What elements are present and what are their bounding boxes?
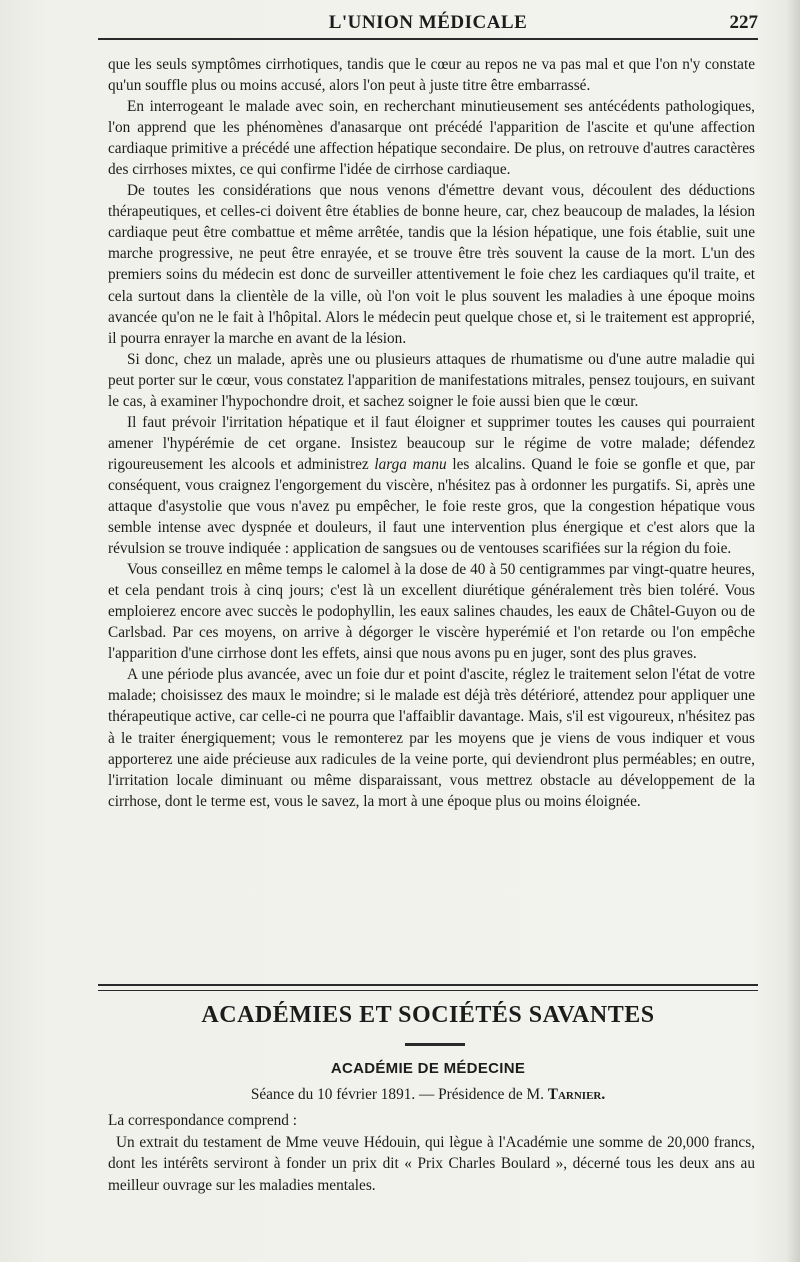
paragraph: que les seuls symptômes cirrhotiques, tandis que le cœur au repos ne va pas mal et que l'on n'y constate qu'un souffle plus ou moins accusé, alors l'on peut à juste titre être embarrassé. [108, 56, 755, 95]
president-name: Tarnier. [547, 1086, 606, 1103]
section-title: ACADÉMIES ET SOCIÉTÉS SAVANTES [201, 1002, 655, 1028]
article-body [108, 54, 755, 812]
session-line [98, 1086, 758, 1104]
section-double-rule-top [98, 984, 758, 986]
paragraph: Si donc, chez un malade, après une ou plusieurs attaques de rhumatisme ou d'une autre maladie qui peut porter sur le cœur, vous constatez l'apparition de manifestations mitrales, pensez toujours, en suivant le cas, à examiner l'hypochondre droit, et sachez soigner le foie aussi bien que le cœur. [108, 350, 755, 410]
header-rule [98, 38, 758, 40]
paragraph: De toutes les considérations que nous venons d'émettre devant vous, découlent des déductions thérapeutiques, et celles-ci doivent être établies de bonne heure, car, chez beaucoup de malades, la lésion cardiaque peut être combattue et même arrêtée, tandis que la lésion hépatique, une fois établie, suit une marche progressive, ne peut être enrayée, et se trouve être très souvent la cause de la mort. L'un des premiers soins du médecin est donc de surveiller attentivement le foie chez les cardiaques qu'il traite, et cela surtout dans la clientèle de la ville, où l'on voit le plus souvent les maladies à une époque moins avancée qu'on ne le fait à l'hôpital. Alors le médecin peut quelque chose et, si le traitement est approprié, il pourra enrayer la marche en avant de la lésion. [108, 182, 755, 347]
paragraph: A une période plus avancée, avec un foie dur et point d'ascite, réglez le traitement selon l'état de votre malade; choisissez des maux le moindre; si le malade est déjà très détérioré, attendez pour appliquer une thérapeutique active, car celle-ci ne pourra que l'affaiblir davantage. Mais, s'il est vigoureux, n'hésitez pas à le traiter énergiquement; vous le remonterez par les moyens que je viens de vous indiquer et vous apporterez une aide précieuse aux radicules de la veine porte, qui deviendront plus perméables; en outre, l'irritation locale diminuant ou même disparaissant, vous mettrez obstacle au développement de la cirrhose, dont le terme est, vous le savez, la mort à une époque plus ou moins éloignée. [108, 666, 755, 810]
page-header [98, 8, 758, 38]
academy-body [108, 1110, 755, 1196]
page-number: 227 [729, 12, 758, 33]
paragraph-with-italic: Il faut prévoir l'irritation hépatique et il faut éloigner et supprimer toutes les causes qui pourraient amener l'hypérémie de cet organe. Insistez beaucoup sur le régime de votre malade; défendez rigoureusement les alcools et administrez larga manu les alcalins. Quand le foie se gonfle et que, par conséquent, vous craignez l'engorgement du viscère, n'hésitez pas à ordonner les purgatifs. Si, après une attaque d'asystolie que vous n'avez pu empêcher, le foie reste gros, que la congestion hépatique vous semble intense avec dyspnée et douleurs, il faut une intervention plus énergique et c'est alors que la révulsion se trouve indiquée : application de sangsues ou de ventouses scarifiées sur la région du foie. [108, 413, 756, 558]
page-edge-shade [786, 0, 800, 1262]
session-date: Séance du 10 février 1891. — Présidence de M. [250, 1086, 548, 1103]
paragraph: La correspondance comprend : [108, 1112, 298, 1129]
paragraph: En interrogeant le malade avec soin, en recherchant minutieusement ses antécédents pathologiques, l'on apprend que les phénomènes d'anasarque ont précédé l'apparition de l'ascite et qu'une affection cardiaque primitive a précédé une affection hépatique secondaire. De plus, on retrouve d'autres caractères des cirrhoses mixtes, ce qui confirme l'idée de cirrhose cardiaque. [108, 98, 755, 179]
society-name: ACADÉMIE DE MÉDECINE [330, 1060, 526, 1077]
paragraph: Vous conseillez en même temps le calomel à la dose de 40 à 50 centigrammes par vingt-quatre heures, et cela pendant trois à cinq jours; c'est là un excellent diurétique généralement très bien toléré. Vous emploierez encore avec succès le podophyllin, les eaux salines chaudes, les eaux de Châtel-Guyon ou de Carlsbad. Par ces moyens, on arrive à dégorger le viscère hyperémié et l'on retarde ou l'on empêche l'apparition d'une cirrhose dont les effets, ainsi que nous avons pu en juger, sont des plus graves. [108, 561, 755, 663]
title-underline [405, 1043, 465, 1046]
paragraph: Un extrait du testament de Mme veuve Hédouin, qui lègue à l'Académie une somme de 20,000 francs, dont les intérêts serviront à fonder un prix dit « Prix Charles Boulard », décerné tous les deux ans au meilleur ouvrage sur les maladies mentales. [108, 1133, 755, 1194]
running-title: L'UNION MÉDICALE [328, 12, 528, 33]
section-double-rule-bottom [98, 990, 758, 991]
italic-phrase: larga manu [374, 455, 447, 473]
